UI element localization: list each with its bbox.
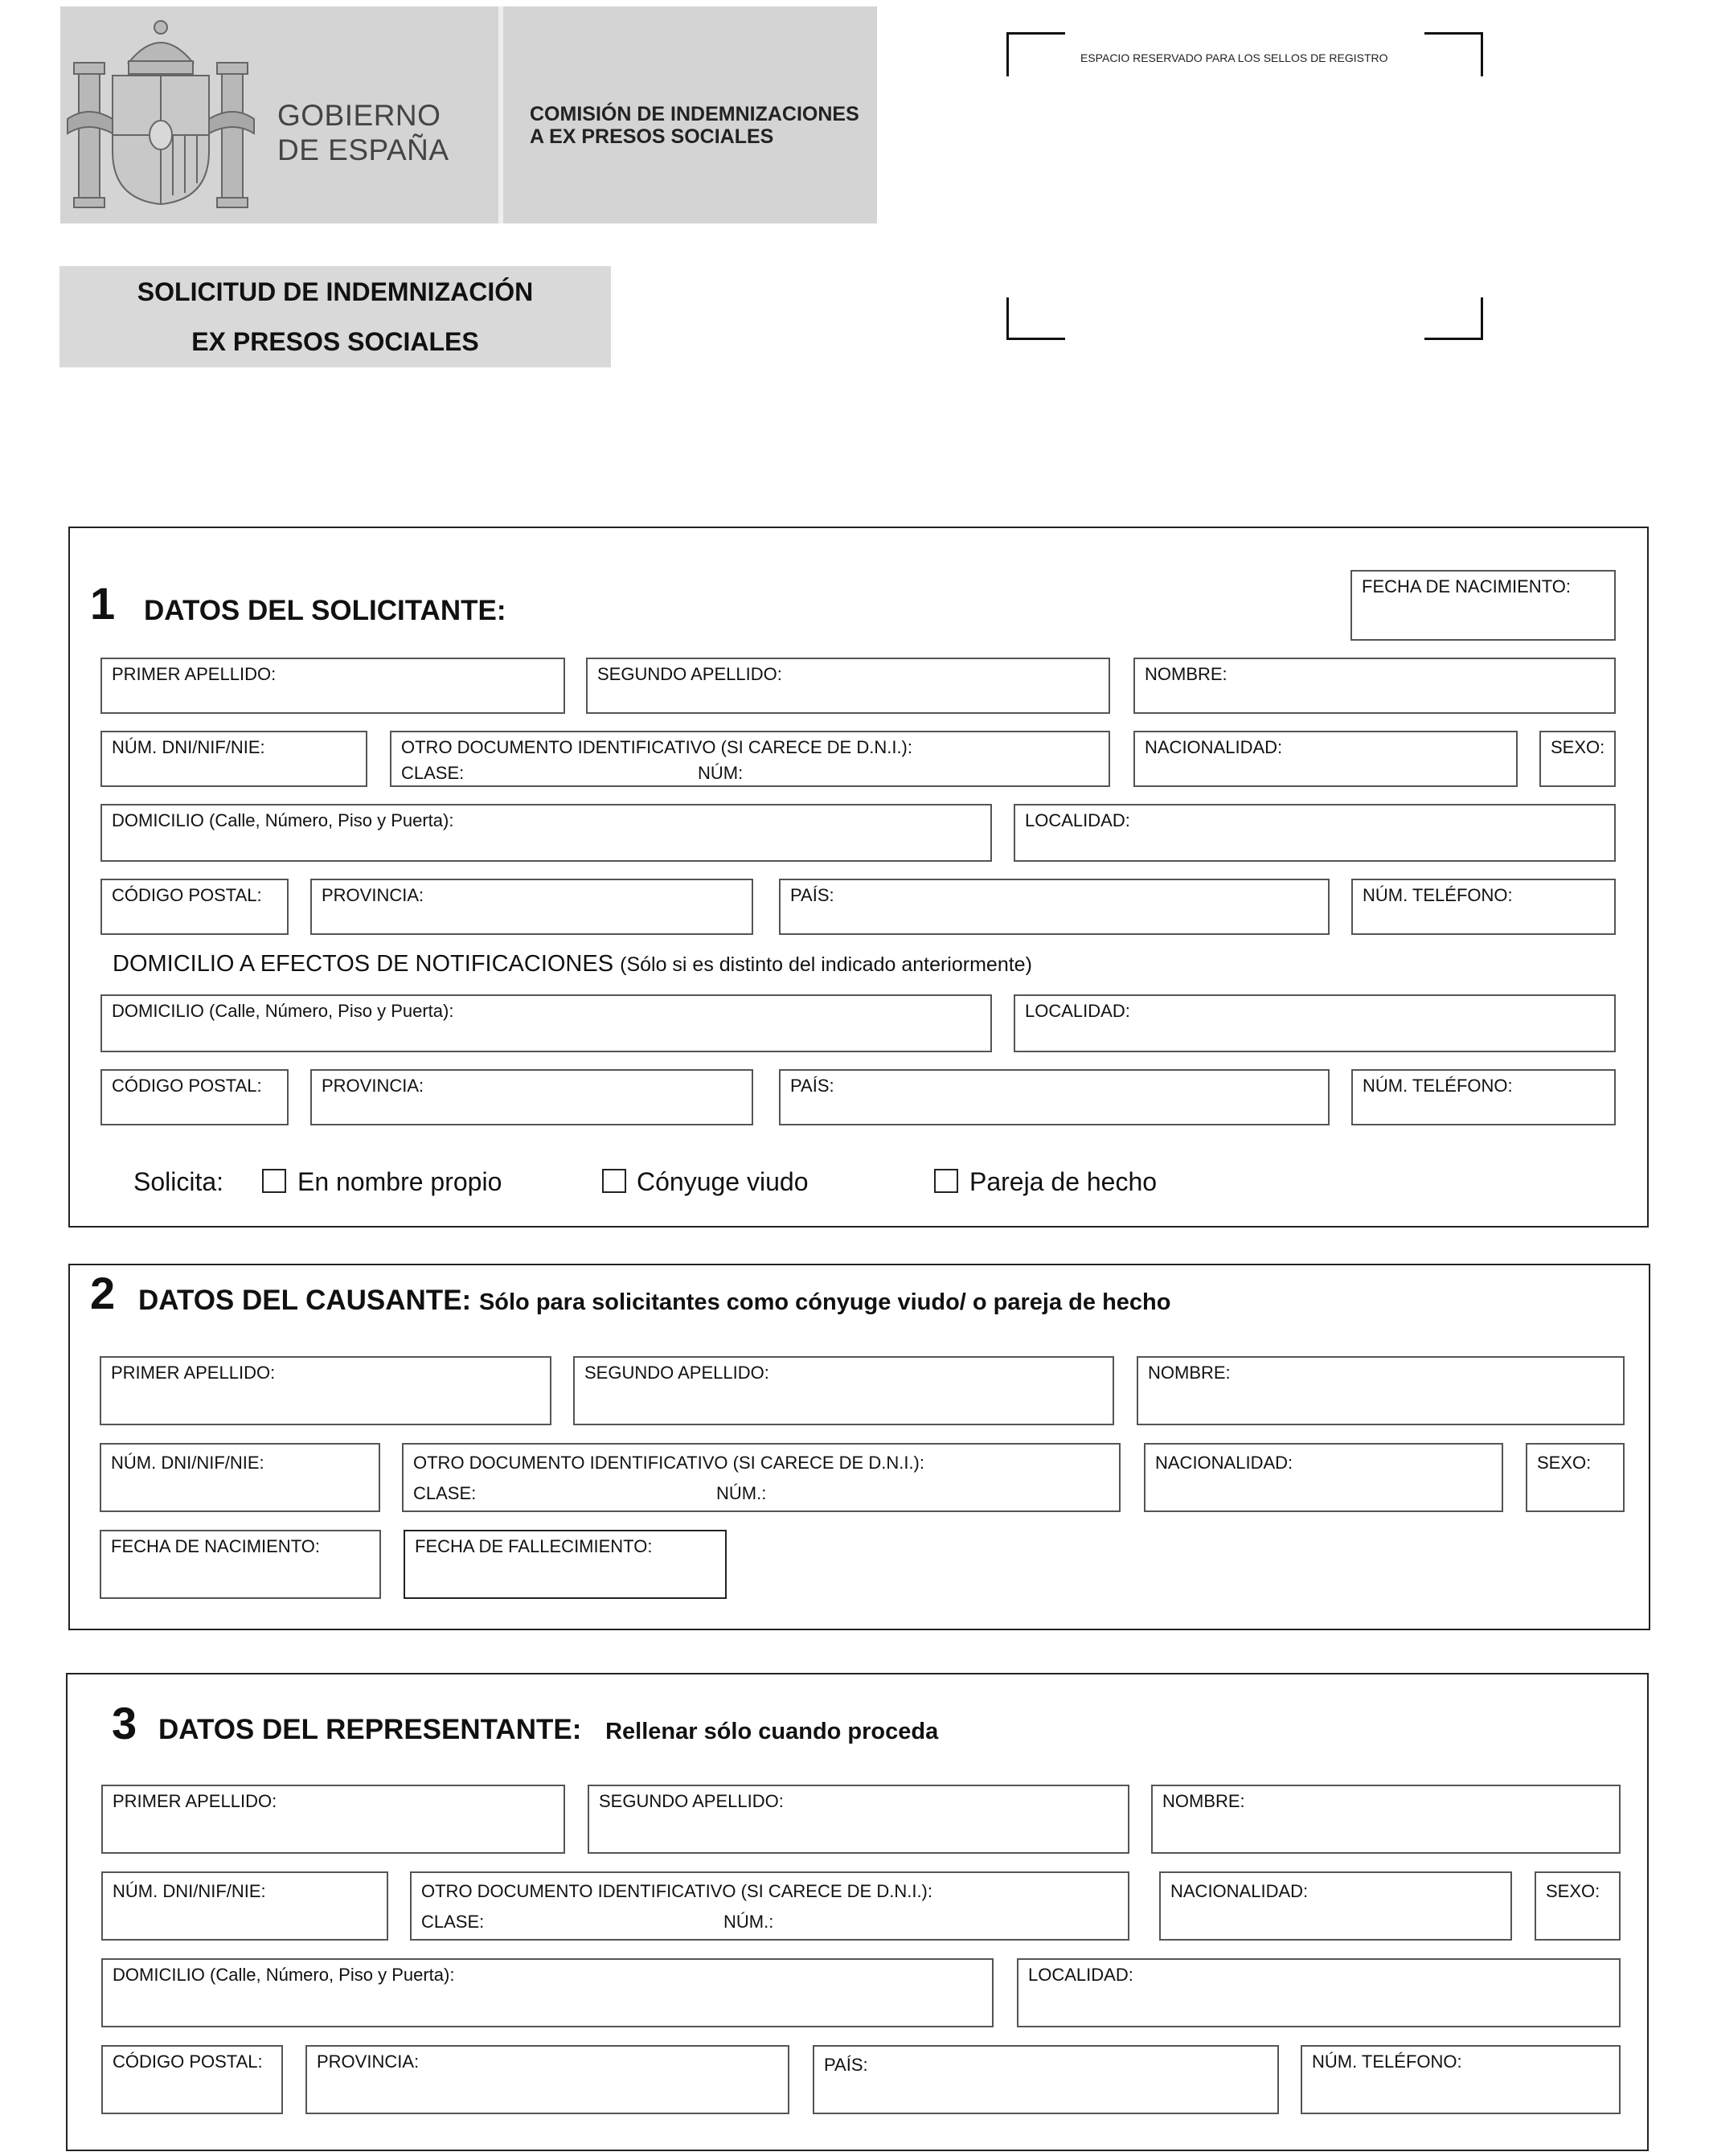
field-label: PAÍS:: [790, 885, 834, 905]
field-label: NACIONALIDAD:: [1170, 1881, 1309, 1901]
deceased-dni-field[interactable]: [100, 1443, 380, 1512]
form-title-box: [59, 266, 611, 367]
field-label: SEXO:: [1551, 737, 1605, 757]
commission-line-1: COMISIÓN DE INDEMNIZACIONES: [530, 103, 859, 125]
section-3-title-text: DATOS DEL REPRESENTANTE:: [158, 1714, 582, 1745]
field-label: LOCALIDAD:: [1025, 1001, 1130, 1021]
applicant-locality-field[interactable]: [1014, 804, 1616, 862]
section-2-title-text: DATOS DEL CAUSANTE:: [138, 1285, 472, 1316]
field-label: OTRO DOCUMENTO IDENTIFICATIVO (SI CARECE DE D.N.I.):: [401, 737, 912, 757]
applicant-country-field[interactable]: [779, 879, 1330, 935]
field-label: SEGUNDO APELLIDO:: [599, 1791, 784, 1811]
own-name-checkbox[interactable]: [262, 1169, 286, 1193]
doc-class-label: CLASE:: [421, 1912, 485, 1932]
field-label: LOCALIDAD:: [1025, 810, 1130, 830]
applicant-other-document-field[interactable]: [390, 731, 1110, 787]
field-label: NÚM. DNI/NIF/NIE:: [113, 1881, 266, 1901]
field-label: NÚM. DNI/NIF/NIE:: [112, 737, 265, 757]
applicant-first-surname-field[interactable]: [100, 658, 565, 714]
applicant-sex-field[interactable]: [1539, 731, 1616, 787]
applicant-nationality-field[interactable]: [1133, 731, 1518, 787]
solicita-label: Solicita:: [133, 1167, 224, 1196]
form-title-line-2: EX PRESOS SOCIALES: [191, 327, 479, 356]
section-1-number: 1: [90, 578, 116, 629]
representative-other-document-field[interactable]: [410, 1871, 1129, 1941]
section-3-subtitle: Rellenar sólo cuando proceda: [605, 1719, 939, 1744]
applicant-birth-date-field[interactable]: [1350, 570, 1616, 641]
stamp-area-label: ESPACIO RESERVADO PARA LOS SELLOS DE REGISTRO: [1080, 51, 1388, 64]
field-label: NÚM. TELÉFONO:: [1363, 1076, 1513, 1096]
notification-province-field[interactable]: [310, 1069, 753, 1125]
section-3-number: 3: [112, 1698, 137, 1748]
representative-dni-field[interactable]: [101, 1871, 388, 1941]
field-label: NÚM. DNI/NIF/NIE:: [111, 1453, 264, 1473]
doc-num-label: NÚM.:: [723, 1912, 774, 1932]
applicant-dni-field[interactable]: [100, 731, 367, 787]
representative-phone-field[interactable]: [1301, 2045, 1621, 2114]
widowed-spouse-checkbox[interactable]: [602, 1169, 626, 1193]
field-label: NÚM. TELÉFONO:: [1363, 885, 1513, 905]
representative-address-field[interactable]: [101, 1958, 994, 2027]
notification-phone-field[interactable]: [1351, 1069, 1616, 1125]
doc-num-label: NÚM.:: [716, 1483, 767, 1503]
government-logo-text: [277, 98, 449, 167]
field-label: PAÍS:: [790, 1076, 834, 1096]
field-label: PROVINCIA:: [322, 1076, 424, 1096]
applicant-address-field[interactable]: [100, 804, 992, 862]
field-label: FECHA DE FALLECIMIENTO:: [415, 1536, 653, 1556]
field-label: NÚM. TELÉFONO:: [1312, 2051, 1462, 2072]
deceased-nationality-field[interactable]: [1144, 1443, 1503, 1512]
field-label: NACIONALIDAD:: [1155, 1453, 1293, 1473]
stamp-corner-bottom-right: [1424, 297, 1483, 340]
representative-postal-code-field[interactable]: [101, 2045, 283, 2114]
field-label: OTRO DOCUMENTO IDENTIFICATIVO (SI CARECE DE D.N.I.):: [413, 1453, 924, 1473]
section-3-title: [158, 1714, 938, 1746]
representative-country-field[interactable]: [813, 2045, 1279, 2114]
stamp-corner-bottom-left: [1006, 297, 1065, 340]
applicant-province-field[interactable]: [310, 879, 753, 935]
field-label: FECHA DE NACIMIENTO:: [111, 1536, 320, 1556]
doc-num-label: NÚM:: [698, 763, 744, 783]
field-label: PROVINCIA:: [317, 2051, 420, 2072]
banner-divider: [498, 6, 503, 223]
field-label: DOMICILIO (Calle, Número, Piso y Puerta):: [113, 1965, 455, 1985]
notification-note: (Sólo si es distinto del indicado anteriormente): [620, 953, 1032, 976]
field-label: SEGUNDO APELLIDO:: [597, 664, 782, 684]
field-label: PROVINCIA:: [322, 885, 424, 905]
doc-class-label: CLASE:: [413, 1483, 477, 1503]
field-label: NOMBRE:: [1162, 1791, 1245, 1811]
deceased-first-surname-field[interactable]: [100, 1356, 551, 1425]
own-name-option-label: En nombre propio: [297, 1167, 502, 1196]
form-title-line-1: SOLICITUD DE INDEMNIZACIÓN: [137, 277, 534, 306]
field-label: CÓDIGO POSTAL:: [113, 2051, 263, 2072]
commission-line-2: A EX PRESOS SOCIALES: [530, 125, 774, 148]
deceased-second-surname-field[interactable]: [573, 1356, 1114, 1425]
notification-locality-field[interactable]: [1014, 994, 1616, 1052]
commission-name: [530, 103, 859, 148]
gov-line-1: GOBIERNO: [277, 99, 441, 132]
field-label: PAÍS:: [824, 2055, 868, 2075]
field-label: PRIMER APELLIDO:: [111, 1363, 276, 1383]
field-label: SEGUNDO APELLIDO:: [584, 1363, 769, 1383]
notification-postal-code-field[interactable]: [100, 1069, 289, 1125]
stamp-corner-top-right: [1424, 32, 1483, 76]
deceased-death-date-field[interactable]: [404, 1530, 727, 1599]
representative-name-field[interactable]: [1151, 1785, 1621, 1854]
section-1-title: DATOS DEL SOLICITANTE:: [144, 595, 506, 626]
field-label: FECHA DE NACIMIENTO:: [1362, 576, 1571, 596]
notification-address-field[interactable]: [100, 994, 992, 1052]
notification-title: DOMICILIO A EFECTOS DE NOTIFICACIONES: [113, 951, 614, 977]
field-label: OTRO DOCUMENTO IDENTIFICATIVO (SI CARECE DE D.N.I.):: [421, 1881, 932, 1901]
field-label: CÓDIGO POSTAL:: [112, 885, 262, 905]
applicant-postal-code-field[interactable]: [100, 879, 289, 935]
representative-province-field[interactable]: [305, 2045, 789, 2114]
field-label: DOMICILIO (Calle, Número, Piso y Puerta):: [112, 1001, 454, 1021]
notification-country-field[interactable]: [779, 1069, 1330, 1125]
applicant-second-surname-field[interactable]: [586, 658, 1110, 714]
field-label: NOMBRE:: [1148, 1363, 1231, 1383]
representative-first-surname-field[interactable]: [101, 1785, 565, 1854]
deceased-birth-date-field[interactable]: [100, 1530, 381, 1599]
deceased-sex-field[interactable]: [1526, 1443, 1625, 1512]
applicant-name-field[interactable]: [1133, 658, 1616, 714]
stamp-corner-top-left: [1006, 32, 1065, 76]
domestic-partner-checkbox[interactable]: [934, 1169, 958, 1193]
section-2-subtitle: Sólo para solicitantes como cónyuge viudo/ o pareja de hecho: [478, 1289, 1171, 1315]
section-2-number: 2: [90, 1268, 116, 1318]
representative-nationality-field[interactable]: [1159, 1871, 1512, 1941]
deceased-other-document-field[interactable]: [402, 1443, 1121, 1512]
field-label: PRIMER APELLIDO:: [112, 664, 277, 684]
doc-class-label: CLASE:: [401, 763, 465, 783]
field-label: PRIMER APELLIDO:: [113, 1791, 277, 1811]
representative-second-surname-field[interactable]: [588, 1785, 1129, 1854]
field-label: NACIONALIDAD:: [1145, 737, 1283, 757]
representative-sex-field[interactable]: [1535, 1871, 1621, 1941]
gov-line-2: DE ESPAÑA: [277, 133, 449, 166]
domestic-partner-option-label: Pareja de hecho: [969, 1167, 1158, 1196]
representative-locality-field[interactable]: [1017, 1958, 1621, 2027]
field-label: SEXO:: [1537, 1453, 1592, 1473]
notification-address-heading: [113, 951, 1032, 978]
field-label: LOCALIDAD:: [1028, 1965, 1133, 1985]
field-label: NOMBRE:: [1145, 664, 1227, 684]
field-label: CÓDIGO POSTAL:: [112, 1076, 262, 1096]
section-2-title: [138, 1285, 1170, 1317]
widowed-spouse-option-label: Cónyuge viudo: [637, 1167, 809, 1196]
coat-of-arms-icon: [64, 14, 257, 215]
applicant-phone-field[interactable]: [1351, 879, 1616, 935]
field-label: SEXO:: [1546, 1881, 1600, 1901]
field-label: DOMICILIO (Calle, Número, Piso y Puerta):: [112, 810, 454, 830]
deceased-name-field[interactable]: [1137, 1356, 1625, 1425]
